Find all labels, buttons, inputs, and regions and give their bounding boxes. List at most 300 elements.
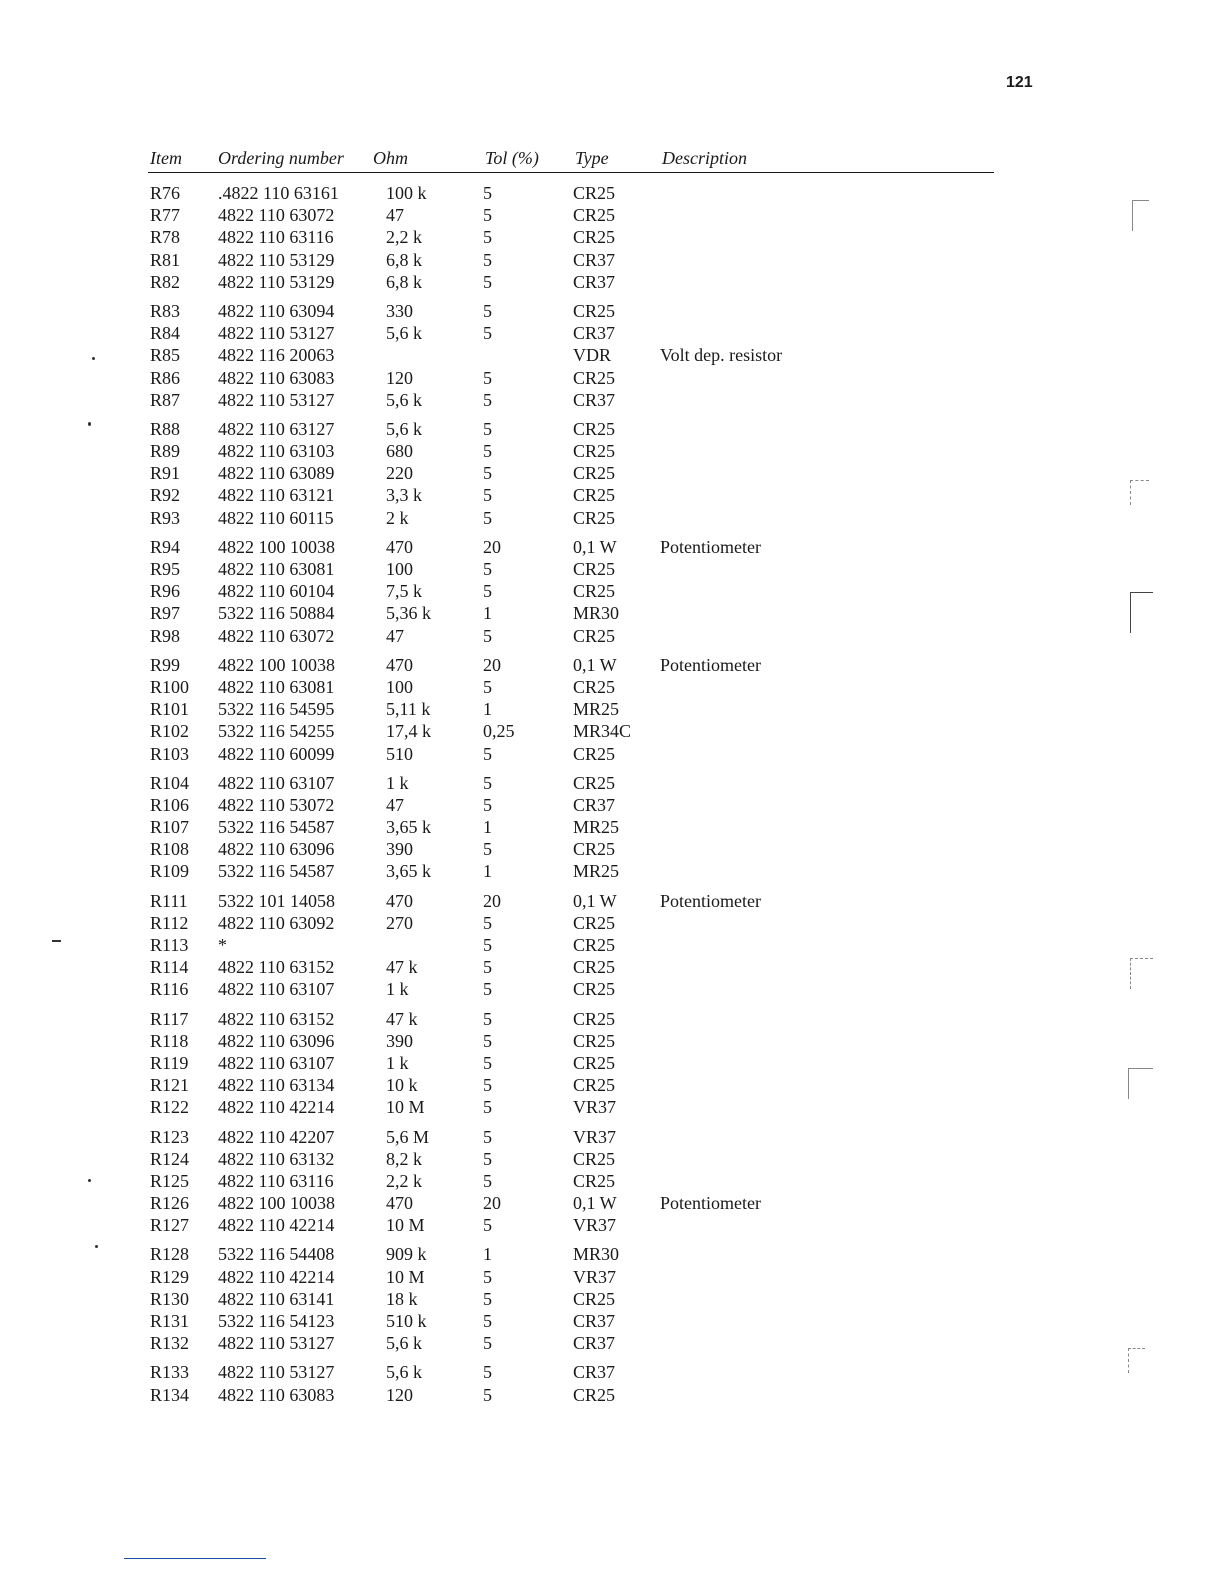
table-row: [148, 484, 994, 506]
cell-tolerance: 5: [483, 249, 492, 270]
cell-tolerance: 20: [483, 654, 501, 675]
cell-ohm: 18 k: [386, 1288, 418, 1309]
binding-edge-mark: [1128, 1068, 1153, 1099]
cell-item: R98: [150, 625, 181, 646]
cell-item: R107: [150, 817, 190, 838]
cell-type: CR25: [573, 935, 616, 955]
cell-ordering-number: 5322 116 54123: [218, 1311, 335, 1331]
cell-type: CR25: [573, 441, 616, 462]
cell-item: R93: [150, 507, 181, 528]
scan-speck: [88, 1179, 91, 1182]
cell-tolerance: 5: [483, 367, 492, 388]
cell-item: R111: [150, 890, 188, 911]
table-row: [148, 676, 994, 698]
table-row: [148, 1148, 994, 1170]
cell-item: R127: [150, 1215, 190, 1236]
cell-ohm: 10 M: [386, 1097, 425, 1118]
row-group: [148, 182, 994, 293]
table-row: [148, 440, 994, 462]
cell-ordering-number: 5322 116 54587: [218, 817, 335, 838]
cell-description: Potentiometer: [660, 890, 761, 911]
table-header: [148, 144, 994, 172]
cell-ordering-number: 4822 100 10038: [218, 536, 335, 557]
cell-type: MR25: [573, 817, 620, 838]
cell-ohm: 3,65 k: [386, 817, 431, 838]
cell-item: R94: [150, 536, 181, 557]
footnote-rule: [124, 1558, 266, 1559]
cell-ohm: 1 k: [386, 1052, 409, 1073]
cell-ohm: 10 M: [386, 1215, 425, 1236]
cell-tolerance: 5: [483, 1362, 492, 1383]
row-group: [148, 536, 994, 647]
cell-ordering-number: 4822 110 53127: [218, 1333, 335, 1354]
cell-ohm: 10 k: [386, 1075, 418, 1096]
cell-type: CR25: [573, 912, 616, 933]
table-row: [148, 1310, 994, 1332]
cell-ordering-number: 5322 116 54587: [218, 861, 335, 882]
cell-ohm: 7,5 k: [386, 581, 422, 602]
cell-item: R130: [150, 1288, 190, 1309]
cell-type: CR37: [573, 271, 616, 292]
cell-type: CR25: [573, 507, 616, 528]
cell-type: CR25: [573, 463, 616, 484]
cell-type: VR37: [573, 1215, 617, 1236]
table-row: [148, 720, 994, 742]
cell-type: CR25: [573, 957, 616, 978]
cell-ordering-number: .4822 110 63161: [218, 183, 339, 203]
table-row: [148, 1243, 994, 1265]
cell-ordering-number: 4822 110 63081: [218, 676, 335, 697]
cell-type: MR30: [573, 1244, 620, 1265]
table-row: [148, 1008, 994, 1030]
cell-ordering-number: 4822 110 42214: [218, 1215, 335, 1236]
cell-ohm: 100 k: [386, 183, 427, 203]
cell-ohm: 270: [386, 912, 413, 933]
cell-ordering-number: 4822 100 10038: [218, 654, 335, 675]
table-row: [148, 580, 994, 602]
cell-type: CR25: [573, 1170, 616, 1191]
cell-ohm: 47 k: [386, 957, 418, 978]
cell-ordering-number: 4822 110 53127: [218, 1362, 335, 1383]
cell-tolerance: 5: [483, 1311, 492, 1331]
cell-tolerance: 5: [483, 625, 492, 646]
cell-item: R122: [150, 1097, 190, 1118]
cell-ohm: 120: [386, 367, 413, 388]
cell-ohm: 3,65 k: [386, 861, 431, 882]
cell-item: R117: [150, 1008, 189, 1029]
cell-ohm: 510: [386, 743, 413, 764]
scan-speck: [95, 1245, 98, 1248]
cell-ordering-number: 4822 110 63116: [218, 1170, 334, 1191]
cell-item: R123: [150, 1126, 190, 1147]
cell-type: CR25: [573, 1052, 616, 1073]
cell-ordering-number: 4822 110 63132: [218, 1148, 335, 1169]
table-row: [148, 300, 994, 322]
cell-ohm: 470: [386, 890, 413, 911]
cell-item: R109: [150, 861, 190, 882]
cell-ohm: 220: [386, 463, 413, 484]
cell-item: R128: [150, 1244, 190, 1265]
cell-type: CR25: [573, 1030, 616, 1051]
cell-item: R85: [150, 345, 181, 366]
table-row: [148, 772, 994, 794]
cell-item: R103: [150, 743, 190, 764]
cell-item: R77: [150, 205, 181, 226]
table-row: [148, 1052, 994, 1074]
cell-ohm: 5,6 k: [386, 1362, 422, 1383]
cell-tolerance: 5: [483, 794, 492, 815]
cell-type: VR37: [573, 1126, 617, 1147]
cell-tolerance: 5: [483, 1288, 492, 1309]
header-ohm: Ohm: [373, 148, 408, 168]
cell-ordering-number: 4822 110 60104: [218, 581, 335, 602]
cell-tolerance: 5: [483, 389, 492, 410]
table-row: [148, 794, 994, 816]
cell-type: CR25: [573, 1148, 616, 1169]
cell-tolerance: 5: [483, 979, 492, 1000]
cell-ohm: 5,11 k: [386, 699, 431, 720]
cell-type: CR37: [573, 1362, 616, 1383]
cell-item: R133: [150, 1362, 190, 1383]
page-number: 121: [1006, 74, 1033, 91]
table-row: [148, 182, 994, 204]
table-row: [148, 1332, 994, 1354]
cell-tolerance: 20: [483, 1193, 501, 1214]
cell-type: CR25: [573, 367, 616, 388]
cell-ohm: 330: [386, 300, 413, 321]
cell-ohm: 47: [386, 205, 404, 226]
row-group: [148, 1361, 994, 1405]
scan-speck: [92, 357, 95, 360]
table-row: [148, 602, 994, 624]
cell-ohm: 2,2 k: [386, 1170, 422, 1191]
cell-type: 0,1 W: [573, 654, 617, 675]
header-rule: [148, 172, 994, 173]
cell-ohm: 2,2 k: [386, 227, 422, 248]
table-row: [148, 1074, 994, 1096]
cell-item: R81: [150, 249, 181, 270]
cell-item: R102: [150, 721, 190, 742]
cell-ohm: 5,6 k: [386, 323, 422, 344]
cell-ordering-number: 4822 110 63103: [218, 441, 335, 462]
cell-type: CR37: [573, 249, 616, 270]
table-row: [148, 1384, 994, 1406]
table-row: [148, 344, 994, 366]
cell-tolerance: 5: [483, 227, 492, 248]
table-row: [148, 934, 994, 956]
cell-tolerance: 5: [483, 1215, 492, 1236]
cell-ohm: 3,3 k: [386, 485, 422, 506]
cell-ohm: 5,6 k: [386, 418, 422, 439]
cell-ohm: 680: [386, 441, 413, 462]
cell-type: CR25: [573, 227, 616, 248]
cell-ordering-number: 4822 110 63092: [218, 912, 335, 933]
cell-tolerance: 5: [483, 300, 492, 321]
cell-tolerance: 5: [483, 507, 492, 528]
cell-tolerance: 1: [483, 861, 492, 882]
row-group: [148, 1008, 994, 1119]
cell-ohm: 510 k: [386, 1311, 427, 1331]
cell-tolerance: 5: [483, 1097, 492, 1118]
cell-ordering-number: 4822 110 63134: [218, 1075, 335, 1096]
table-row: [148, 249, 994, 271]
table-row: [148, 816, 994, 838]
cell-ordering-number: 4822 110 63116: [218, 227, 334, 248]
cell-ordering-number: 4822 110 42214: [218, 1266, 335, 1287]
scan-speck: [88, 422, 91, 426]
cell-ohm: 17,4 k: [386, 721, 431, 742]
cell-item: R118: [150, 1030, 189, 1051]
cell-ordering-number: 4822 100 10038: [218, 1193, 335, 1214]
table-row: [148, 507, 994, 529]
cell-tolerance: 1: [483, 817, 492, 838]
binding-edge-mark: [1130, 592, 1153, 633]
table-row: [148, 890, 994, 912]
row-group: [148, 300, 994, 411]
table-row: [148, 698, 994, 720]
cell-ohm: 5,36 k: [386, 603, 431, 624]
cell-tolerance: 5: [483, 581, 492, 602]
cell-type: MR25: [573, 699, 620, 720]
cell-item: R132: [150, 1333, 190, 1354]
cell-ordering-number: 4822 110 63081: [218, 559, 335, 579]
table-row: [148, 1030, 994, 1052]
cell-type: CR25: [573, 418, 616, 439]
cell-tolerance: 5: [483, 1266, 492, 1287]
cell-ordering-number: 4822 110 42214: [218, 1097, 335, 1118]
cell-item: R119: [150, 1052, 189, 1073]
table-row: [148, 536, 994, 558]
table-row: [148, 1170, 994, 1192]
cell-description: Potentiometer: [660, 1193, 761, 1214]
table-row: [148, 271, 994, 293]
cell-item: R101: [150, 699, 190, 720]
cell-type: VDR: [573, 345, 612, 366]
cell-ohm: 47 k: [386, 1008, 418, 1029]
cell-type: CR25: [573, 772, 616, 793]
cell-ordering-number: 4822 110 63127: [218, 418, 335, 439]
cell-ohm: 120: [386, 1384, 413, 1405]
cell-type: CR37: [573, 389, 616, 410]
cell-type: CR25: [573, 1384, 616, 1405]
cell-tolerance: 5: [483, 1170, 492, 1191]
row-group: [148, 772, 994, 883]
cell-tolerance: 5: [483, 418, 492, 439]
cell-type: CR25: [573, 743, 616, 764]
cell-type: MR25: [573, 861, 620, 882]
cell-ordering-number: 4822 110 63072: [218, 625, 335, 646]
cell-tolerance: 1: [483, 603, 492, 624]
cell-tolerance: 1: [483, 1244, 492, 1265]
table-row: [148, 654, 994, 676]
header-description: Description: [662, 148, 747, 168]
cell-tolerance: 5: [483, 441, 492, 462]
cell-ordering-number: 4822 110 53127: [218, 323, 335, 344]
cell-item: R125: [150, 1170, 190, 1191]
cell-type: CR37: [573, 1333, 616, 1354]
row-group: [148, 1243, 994, 1354]
cell-ordering-number: 5322 116 54255: [218, 721, 335, 742]
cell-ordering-number: 4822 110 63107: [218, 1052, 335, 1073]
cell-tolerance: 5: [483, 559, 492, 579]
cell-type: VR37: [573, 1097, 617, 1118]
cell-item: R97: [150, 603, 181, 624]
cell-ohm: 47: [386, 794, 404, 815]
cell-tolerance: 5: [483, 772, 492, 793]
cell-ordering-number: 4822 110 63083: [218, 1384, 335, 1405]
cell-ordering-number: 4822 110 63107: [218, 979, 335, 1000]
cell-item: R91: [150, 463, 181, 484]
cell-item: R92: [150, 485, 181, 506]
cell-tolerance: 0,25: [483, 721, 515, 742]
cell-item: R83: [150, 300, 181, 321]
cell-ordering-number: 4822 110 60115: [218, 507, 334, 528]
cell-type: CR37: [573, 794, 616, 815]
cell-description: Volt dep. resistor: [660, 345, 783, 366]
cell-type: CR25: [573, 1075, 616, 1096]
cell-tolerance: 5: [483, 323, 492, 344]
cell-ordering-number: 4822 110 63107: [218, 772, 335, 793]
cell-type: 0,1 W: [573, 890, 617, 911]
cell-ordering-number: *: [218, 935, 227, 955]
cell-tolerance: 5: [483, 1333, 492, 1354]
cell-tolerance: 5: [483, 743, 492, 764]
binding-edge-mark: [1128, 1348, 1145, 1373]
scan-dash: [52, 940, 61, 942]
cell-ohm: 6,8 k: [386, 249, 422, 270]
binding-edge-mark: [1130, 480, 1149, 505]
cell-item: R95: [150, 559, 181, 579]
cell-ordering-number: 4822 110 63152: [218, 957, 335, 978]
cell-ordering-number: 4822 110 63152: [218, 1008, 335, 1029]
parts-table: [148, 144, 994, 1413]
table-row: [148, 956, 994, 978]
cell-ordering-number: 5322 116 54595: [218, 699, 335, 720]
cell-item: R114: [150, 957, 189, 978]
cell-tolerance: 5: [483, 205, 492, 226]
cell-ordering-number: 4822 110 53127: [218, 389, 335, 410]
cell-ohm: 10 M: [386, 1266, 425, 1287]
cell-ordering-number: 4822 110 53129: [218, 271, 335, 292]
header-tolerance: Tol (%): [485, 148, 539, 168]
table-row: [148, 418, 994, 440]
cell-item: R116: [150, 979, 189, 1000]
table-row: [148, 462, 994, 484]
cell-type: CR25: [573, 581, 616, 602]
cell-ohm: 1 k: [386, 979, 409, 1000]
cell-tolerance: 20: [483, 536, 501, 557]
table-row: [148, 860, 994, 882]
cell-ordering-number: 4822 110 53129: [218, 249, 335, 270]
cell-type: CR25: [573, 485, 616, 506]
table-row: [148, 367, 994, 389]
cell-item: R96: [150, 581, 181, 602]
cell-item: R78: [150, 227, 181, 248]
cell-description: Potentiometer: [660, 654, 761, 675]
cell-ordering-number: 4822 110 63094: [218, 300, 335, 321]
table-row: [148, 226, 994, 248]
cell-ordering-number: 4822 110 63096: [218, 839, 335, 860]
cell-item: R99: [150, 654, 181, 675]
cell-tolerance: 5: [483, 183, 492, 203]
cell-ordering-number: 4822 110 63089: [218, 463, 335, 484]
cell-item: R131: [150, 1311, 190, 1331]
cell-ohm: 5,6 M: [386, 1126, 430, 1147]
cell-item: R121: [150, 1075, 190, 1096]
table-row: [148, 389, 994, 411]
cell-item: R134: [150, 1384, 190, 1405]
cell-description: Potentiometer: [660, 536, 761, 557]
cell-item: R104: [150, 772, 190, 793]
cell-item: R129: [150, 1266, 190, 1287]
cell-item: R112: [150, 912, 189, 933]
cell-ordering-number: 4822 110 42207: [218, 1126, 335, 1147]
cell-type: CR37: [573, 323, 616, 344]
header-item: Item: [150, 148, 182, 168]
cell-type: MR34C: [573, 721, 632, 742]
binding-edge-mark: [1132, 200, 1149, 231]
cell-ordering-number: 4822 110 63083: [218, 367, 335, 388]
cell-tolerance: 5: [483, 839, 492, 860]
table-row: [148, 912, 994, 934]
cell-ohm: 100: [386, 559, 413, 579]
cell-ohm: 1 k: [386, 772, 409, 793]
cell-ohm: 6,8 k: [386, 271, 422, 292]
table-body: [148, 182, 994, 1406]
row-group: [148, 890, 994, 1001]
cell-type: CR25: [573, 1008, 616, 1029]
cell-tolerance: 5: [483, 463, 492, 484]
table-row: [148, 558, 994, 580]
cell-ordering-number: 4822 110 63121: [218, 485, 335, 506]
cell-type: CR25: [573, 205, 616, 226]
cell-tolerance: 5: [483, 935, 492, 955]
cell-tolerance: 5: [483, 1052, 492, 1073]
cell-type: CR25: [573, 1288, 616, 1309]
table-row: [148, 1126, 994, 1148]
cell-item: R89: [150, 441, 181, 462]
cell-item: R87: [150, 389, 181, 410]
cell-ohm: 5,6 k: [386, 1333, 422, 1354]
cell-tolerance: 5: [483, 485, 492, 506]
cell-tolerance: 5: [483, 1030, 492, 1051]
row-group: [148, 418, 994, 529]
cell-type: CR25: [573, 559, 616, 579]
table-row: [148, 1096, 994, 1118]
table-row: [148, 1361, 994, 1383]
cell-tolerance: 20: [483, 890, 501, 911]
binding-edge-mark: [1130, 958, 1153, 989]
row-group: [148, 654, 994, 765]
cell-item: R82: [150, 271, 181, 292]
table-row: [148, 204, 994, 226]
cell-ohm: 909 k: [386, 1244, 427, 1265]
table-row: [148, 978, 994, 1000]
cell-tolerance: 5: [483, 1008, 492, 1029]
table-row: [148, 322, 994, 344]
cell-ohm: 470: [386, 654, 413, 675]
cell-type: 0,1 W: [573, 1193, 617, 1214]
row-group: [148, 1126, 994, 1237]
header-ordering-number: Ordering number: [218, 148, 344, 168]
cell-item: R108: [150, 839, 190, 860]
cell-tolerance: 5: [483, 271, 492, 292]
cell-ordering-number: 4822 110 53072: [218, 794, 335, 815]
cell-ordering-number: 5322 101 14058: [218, 890, 335, 911]
cell-item: R124: [150, 1148, 190, 1169]
cell-type: MR30: [573, 603, 620, 624]
cell-type: CR25: [573, 839, 616, 860]
